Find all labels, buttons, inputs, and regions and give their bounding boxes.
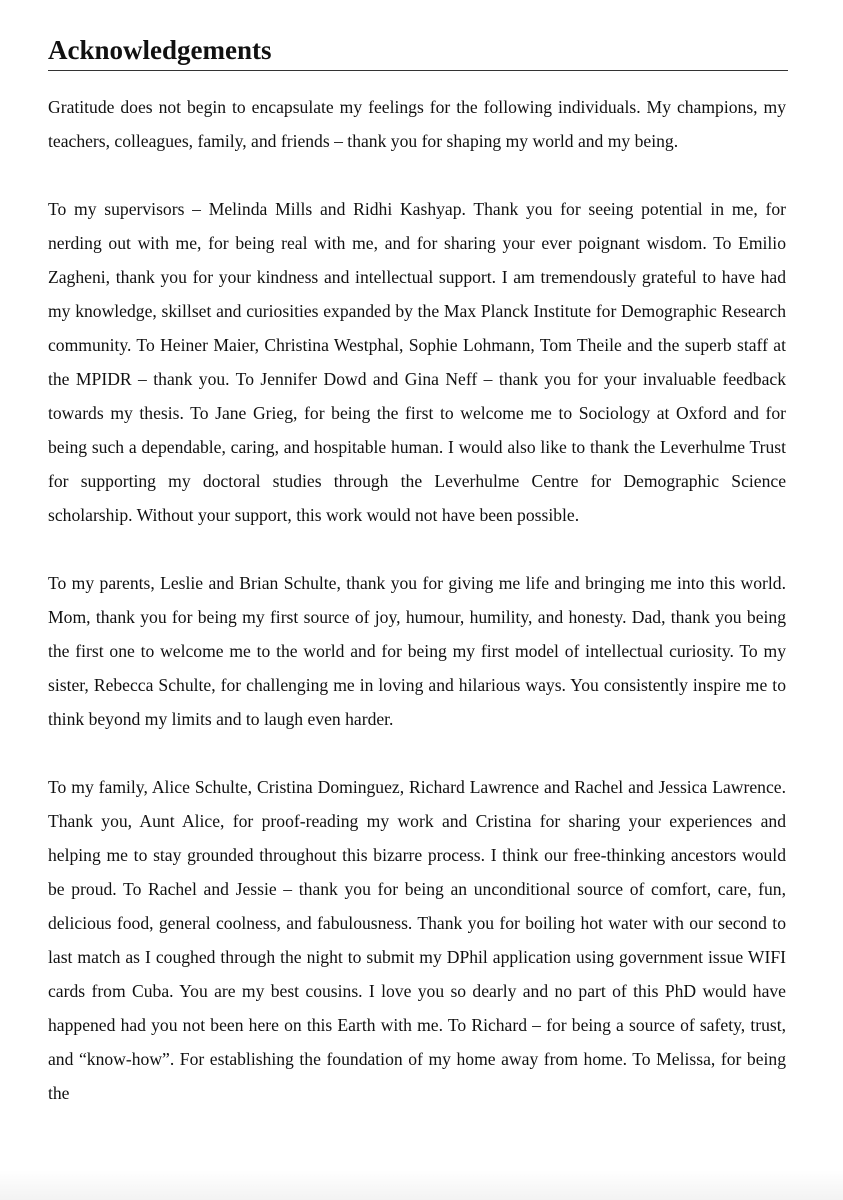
page-bottom-edge <box>0 1170 843 1200</box>
paragraph-family: To my family, Alice Schulte, Cristina Dominguez, Richard Lawrence and Rachel and Jessica Lawrence. Thank you, Aunt Alice, for proof-reading my work and Cristina for sharing your experiences and helping me to stay grounded throughout this bizarre process. I think our free-thinking ancestors would be proud. To Rachel and Jessie – thank you for being an unconditional source of comfort, care, fun, delicious food, general coolness, and fabulousness. Thank you for boiling hot water with our second to last match as I coughed through the night to submit my DPhil application using government issue WIFI cards from Cuba. You are my best cousins. I love you so dearly and no part of this PhD would have happened had you not been here on this Earth with me. To Richard – for being a source of safety, trust, and “know-how”. For establishing the foundation of my home away from home. To Melissa, for being the <box>48 777 786 1103</box>
paragraph-supervisors: To my supervisors – Melinda Mills and Ridhi Kashyap. Thank you for seeing potential in me, for nerding out with me, for being real with me, and for sharing your ever poignant wisdom. To Emilio Zagheni, thank you for your kindness and intellectual support. I am tremendously grateful to have had my knowledge, skillset and curiosities expanded by the Max Planck Institute for Demographic Research community. To Heiner Maier, Christina Westphal, Sophie Lohmann, Tom Theile and the superb staff at the MPIDR – thank you. To Jennifer Dowd and Gina Neff – thank you for your invaluable feedback towards my thesis. To Jane Grieg, for being the first to welcome me to Sociology at Oxford and for being such a dependable, caring, and hospitable human. I would also like to thank the Leverhulme Trust for supporting my doctoral studies through the Leverhulme Centre for Demographic Science scholarship. Without your support, this work would not have been possible. <box>48 199 786 525</box>
paragraph-parents: To my parents, Leslie and Brian Schulte, thank you for giving me life and bringing me into this world. Mom, thank you for being my first source of joy, humour, humility, and honesty. Dad, thank you being the first one to welcome me to the world and for being my first model of intellectual curiosity. To my sister, Rebecca Schulte, for challenging me in loving and hilarious ways. You consistently inspire me to think beyond my limits and to laugh even harder. <box>48 573 786 729</box>
body-text <box>48 90 786 1110</box>
page-title: Acknowledgements <box>48 30 788 71</box>
paragraph-intro: Gratitude does not begin to encapsulate my feelings for the following individuals. My champions, my teachers, colleagues, family, and friends – thank you for shaping my world and my being. <box>48 97 786 151</box>
